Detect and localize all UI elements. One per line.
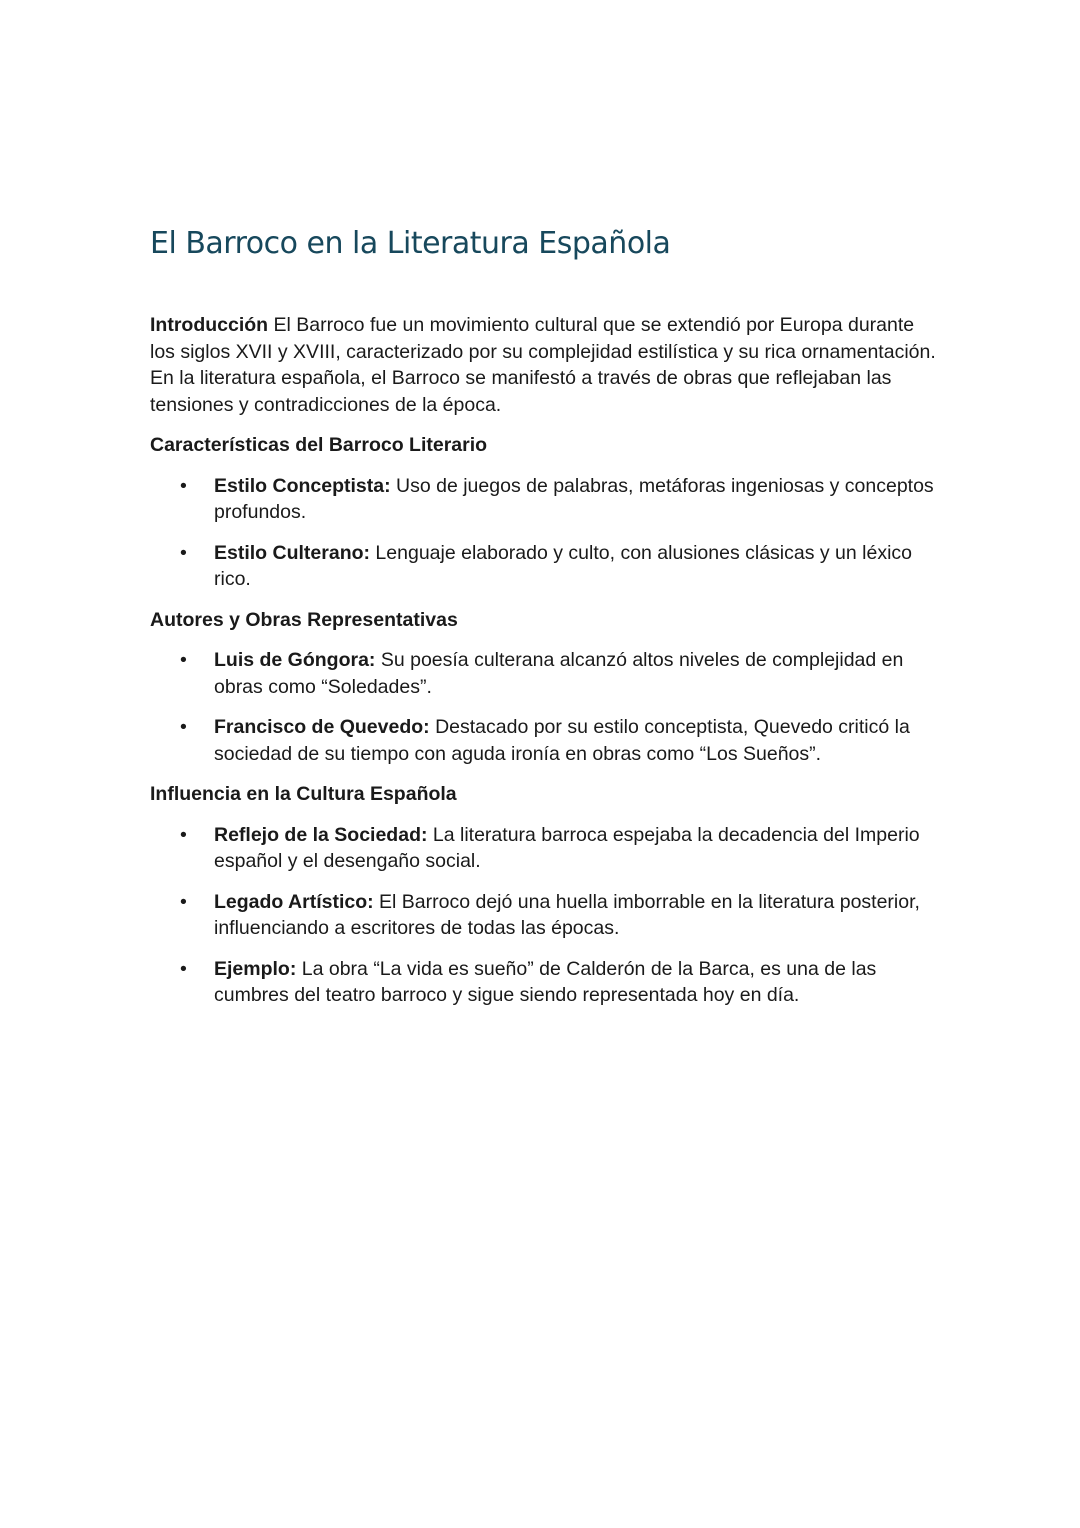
section-list-influencia bbox=[150, 822, 940, 1009]
item-label: Ejemplo: bbox=[214, 957, 297, 980]
intro-text: El Barroco fue un movimiento cultural que se extendió por Europa durante los siglos XVII y XVIII, caracterizado por su complejidad estilística y su rica ornamentación. En la literatura española, el Barroco se manifestó a través de obras que reflejaban las tensiones y contradicciones de la época. bbox=[150, 314, 936, 416]
bullet-icon: • bbox=[180, 541, 187, 564]
bullet-icon: • bbox=[180, 890, 187, 913]
intro-label: Introducción bbox=[150, 314, 269, 336]
bullet-icon: • bbox=[180, 649, 187, 671]
item-text: La obra “La vida es sueño” de Calderón de la Barca, es una de las cumbres del teatro barroco y sigue siendo representada hoy en día. bbox=[214, 957, 877, 1006]
section-heading-influencia: Influencia en la Cultura Española bbox=[150, 783, 457, 805]
bullet-icon: • bbox=[180, 823, 187, 846]
list-item bbox=[150, 473, 940, 526]
item-text: Lenguaje elaborado y culto, con alusiones clásicas y un léxico rico. bbox=[214, 541, 913, 590]
item-label: Luis de Góngora: bbox=[214, 649, 376, 671]
list-item bbox=[150, 889, 940, 942]
section-list-autores bbox=[150, 647, 940, 767]
bullet-icon: • bbox=[180, 716, 187, 738]
list-item bbox=[150, 540, 940, 593]
bullet-icon: • bbox=[180, 957, 187, 980]
list-item bbox=[150, 822, 940, 875]
item-label: Estilo Culterano: bbox=[214, 541, 371, 564]
document-title: El Barroco en la Literatura Española bbox=[150, 226, 671, 261]
item-label: Legado Artístico: bbox=[214, 890, 374, 913]
section-heading-caracteristicas: Características del Barroco Literario bbox=[150, 434, 488, 456]
item-text: La literatura barroca espejaba la decadencia del Imperio español y el desengaño social. bbox=[214, 823, 920, 872]
list-item bbox=[150, 956, 940, 1009]
item-text: Uso de juegos de palabras, metáforas ingeniosas y conceptos profundos. bbox=[214, 474, 934, 523]
item-text: El Barroco dejó una huella imborrable en la literatura posterior, influenciando a escritores de todas las épocas. bbox=[214, 890, 920, 939]
section-list-caracteristicas bbox=[150, 473, 940, 593]
list-item bbox=[150, 647, 940, 700]
item-text: Su poesía culterana alcanzó altos niveles de complejidad en obras como “Soledades”. bbox=[214, 649, 904, 698]
item-label: Estilo Conceptista: bbox=[214, 474, 391, 497]
list-item bbox=[150, 714, 940, 767]
bullet-icon: • bbox=[180, 474, 187, 497]
document-body bbox=[150, 222, 940, 1023]
intro-paragraph bbox=[150, 312, 940, 418]
item-text: Destacado por su estilo conceptista, Quevedo criticó la sociedad de su tiempo con aguda ironía en obras como “Los Sueños”. bbox=[214, 716, 910, 765]
section-heading-autores: Autores y Obras Representativas bbox=[150, 608, 458, 631]
item-label: Reflejo de la Sociedad: bbox=[214, 823, 428, 846]
item-label: Francisco de Quevedo: bbox=[214, 716, 430, 738]
